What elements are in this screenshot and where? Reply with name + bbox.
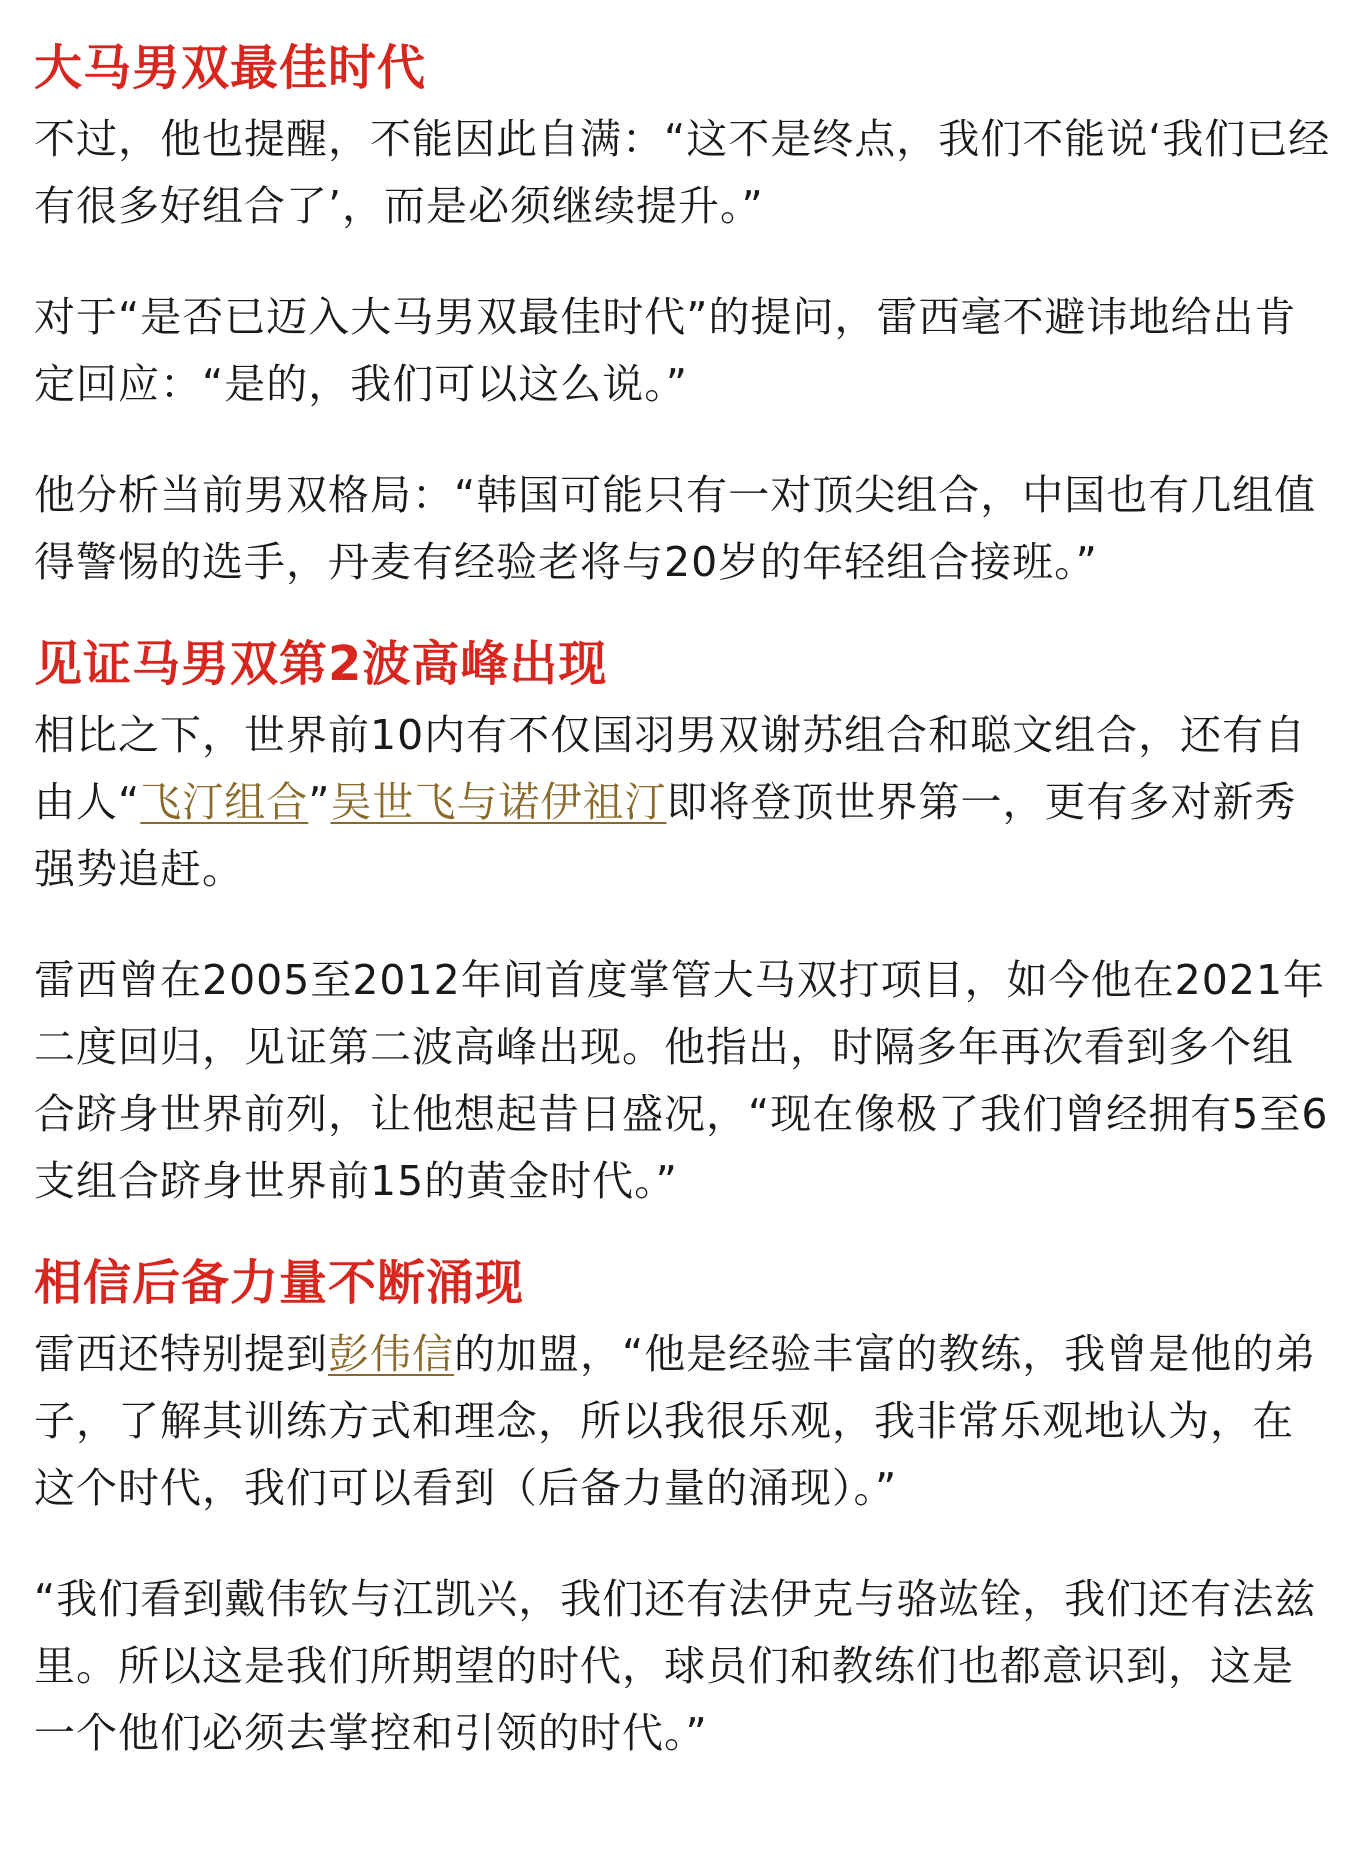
section-heading-second-peak: 见证马男双第2波高峰出现 xyxy=(34,636,608,692)
article xyxy=(34,30,1334,1767)
paragraph: 他分析当前男双格局：“韩国可能只有一对顶尖组合，中国也有几组值得警惕的选手，丹麦有经验老将与20岁的年轻组合接班。” xyxy=(34,471,1317,586)
paragraph: 雷西曾在2005至2012年间首度掌管大马双打项目，如今他在2021年二度回归，见证第二波高峰出现。他指出，时隔多年再次看到多个组合跻身世界前列，让他想起昔日盛况，“现在像极了我们曾经拥有5至6支组合跻身世界前15的黄金时代。” xyxy=(34,956,1329,1205)
link-coach-name[interactable]: 彭伟信 xyxy=(328,1330,454,1378)
paragraph-with-link xyxy=(34,1321,1334,1522)
paragraph-text: ” xyxy=(308,778,331,826)
paragraph: 对于“是否已迈入大马男双最佳时代”的提问，雷西毫不避讳地给出肯定回应：“是的，我们可以这么说。” xyxy=(34,293,1297,408)
section-heading-best-era: 大马男双最佳时代 xyxy=(34,40,427,96)
paragraph-text: 的加盟，“他是经验丰富的教练，我曾是他的弟子，了解其训练方式和理念，所以我很乐观，我非常乐观地认为，在这个时代，我们可以看到（后备力量的涌现）。” xyxy=(34,1330,1317,1512)
link-feiting-pair[interactable]: 飞汀组合 xyxy=(140,778,309,826)
paragraph-with-links xyxy=(34,702,1334,903)
paragraph: 不过，他也提醒，不能因此自满：“这不是终点，我们不能说‘我们已经有很多好组合了’，而是必须继续提升。” xyxy=(34,115,1331,230)
link-player-names[interactable]: 吴世飞与诺伊祖汀 xyxy=(330,778,667,826)
section-heading-reserve-strength: 相信后备力量不断涌现 xyxy=(34,1255,525,1311)
paragraph-text: 即将登顶世界第一，更有多对新秀强势追赶。 xyxy=(34,778,1297,893)
paragraph-text: 相比之下，世界前10内有不仅国羽男双谢苏组合和聪文组合，还有自由人“ xyxy=(34,711,1307,826)
paragraph: “我们看到戴伟钦与江凯兴，我们还有法伊克与骆竑铨，我们还有法兹里。所以这是我们所期望的时代，球员们和教练们也都意识到，这是一个他们必须去掌控和引领的时代。” xyxy=(34,1575,1317,1757)
paragraph-text: 雷西还特别提到 xyxy=(34,1330,328,1378)
